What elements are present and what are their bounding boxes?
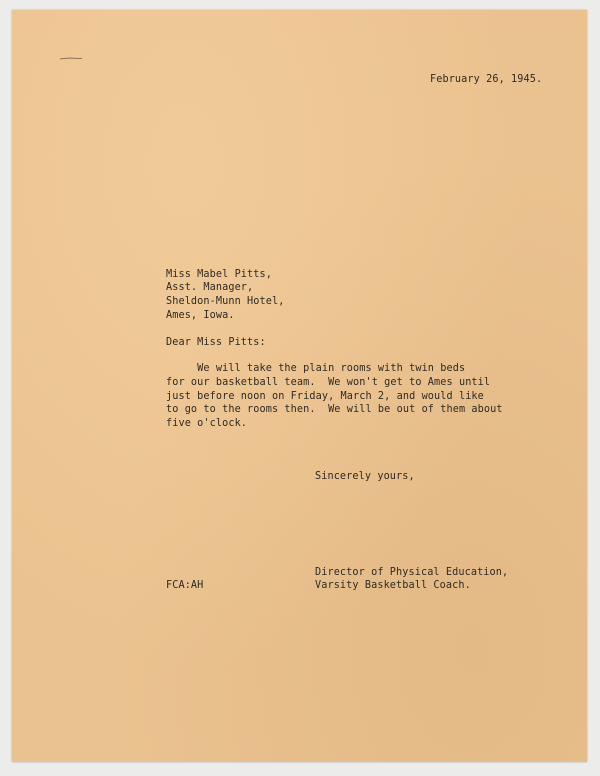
- body-line: for our basketball team. We won't get to Ames until: [166, 377, 491, 388]
- signature-title-line: Varsity Basketball Coach.: [315, 580, 471, 591]
- signature-title-line: Director of Physical Education,: [315, 567, 509, 578]
- pencil-mark: [60, 57, 82, 60]
- addressee-line: Asst. Manager,: [166, 282, 254, 293]
- reference-initials: FCA:AH: [166, 580, 204, 591]
- body-line: We will take the plain rooms with twin beds: [166, 363, 466, 374]
- body-line: to go to the rooms then. We will be out of them about: [166, 404, 503, 415]
- body-line: just before noon on Friday, March 2, and would like: [166, 391, 484, 402]
- addressee-line: Ames, Iowa.: [166, 310, 235, 321]
- letter-page: [12, 10, 587, 762]
- addressee-line: Sheldon-Munn Hotel,: [166, 296, 285, 307]
- body-line: five o'clock.: [166, 418, 248, 429]
- closing: Sincerely yours,: [315, 471, 415, 482]
- addressee-line: Miss Mabel Pitts,: [166, 269, 272, 280]
- letter-date: February 26, 1945.: [430, 74, 543, 85]
- salutation: Dear Miss Pitts:: [166, 337, 266, 348]
